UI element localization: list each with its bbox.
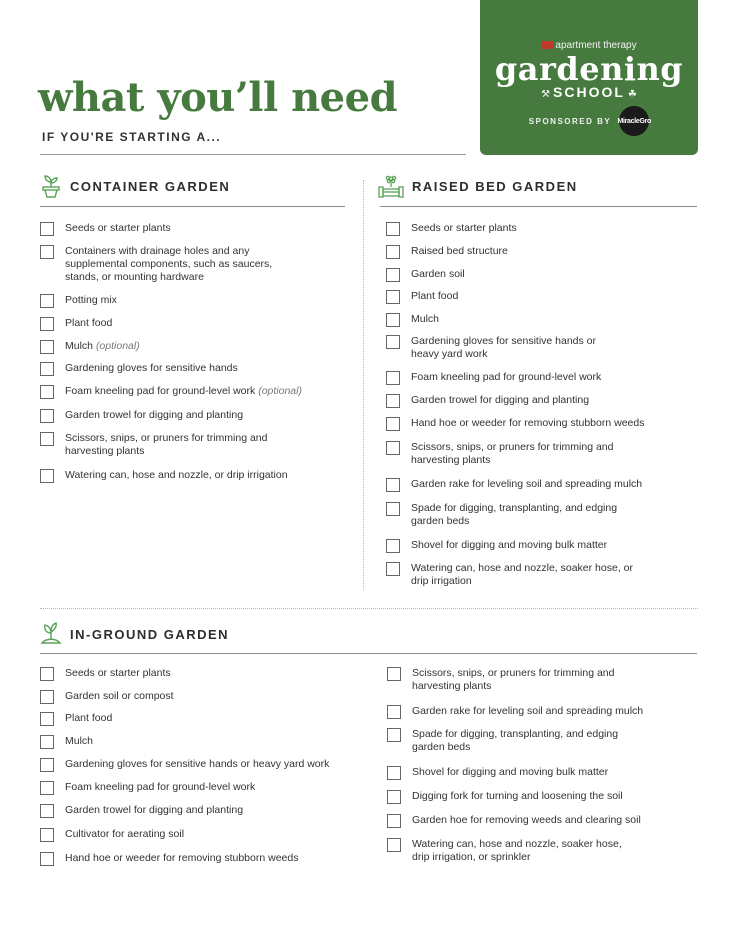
- optional-note: (optional): [95, 340, 140, 352]
- checklist-item[interactable]: [40, 804, 360, 818]
- checkbox[interactable]: [386, 313, 400, 327]
- section-header-inground: [40, 622, 229, 646]
- item-label: Garden rake for leveling soil and spreading mulch: [412, 705, 644, 717]
- item-label: Spade for digging, transplanting, and edging garden beds: [411, 502, 618, 527]
- checklist-item[interactable]: [40, 712, 360, 726]
- checklist-item[interactable]: [387, 790, 702, 804]
- checkbox[interactable]: [40, 222, 54, 236]
- checkbox[interactable]: [386, 335, 400, 349]
- garden-tools-icon: ⚒: [541, 89, 551, 100]
- column-divider: [363, 180, 364, 590]
- checklist-item[interactable]: [386, 539, 696, 553]
- item-label: Cultivator for aerating soil: [65, 828, 185, 840]
- brand-subtitle: [480, 84, 698, 100]
- item-label: Garden trowel for digging and planting: [65, 409, 244, 421]
- item-label: Gardening gloves for sensitive hands or heavy yard work: [411, 335, 597, 360]
- item-label: Mulch: [65, 735, 94, 747]
- checklist-item[interactable]: [40, 690, 360, 704]
- checkbox[interactable]: [40, 294, 54, 308]
- checkbox[interactable]: [40, 245, 54, 259]
- item-label: Garden hoe for removing weeds and clearing soil: [412, 814, 641, 826]
- brand-title: gardening: [494, 50, 684, 88]
- checkbox[interactable]: [386, 441, 400, 455]
- brand-subtitle-text: SCHOOL: [553, 84, 625, 100]
- item-label: Garden soil: [411, 268, 465, 280]
- section-header-raised: [378, 174, 578, 198]
- item-label: Plant food: [411, 290, 459, 302]
- checkbox[interactable]: [386, 268, 400, 282]
- item-label: Raised bed structure: [411, 245, 508, 257]
- checkbox[interactable]: [386, 245, 400, 259]
- checklist-item[interactable]: [386, 502, 646, 528]
- item-label: Garden rake for leveling soil and spreading mulch: [411, 478, 643, 490]
- checkbox[interactable]: [40, 852, 54, 866]
- checklist-item[interactable]: [387, 766, 702, 780]
- checklist-item[interactable]: [40, 432, 310, 458]
- checklist-item[interactable]: [40, 385, 360, 399]
- item-label: Watering can, hose and nozzle, soaker hose, drip irrigation, or sprinkler: [412, 838, 622, 863]
- checklist-item[interactable]: [386, 478, 701, 492]
- checkbox[interactable]: [387, 838, 401, 852]
- checklist-item[interactable]: [387, 838, 642, 864]
- item-label: Hand hoe or weeder for removing stubborn weeds: [65, 852, 299, 864]
- checklist-item[interactable]: [40, 340, 350, 354]
- item-label: Digging fork for turning and loosening the soil: [412, 790, 623, 802]
- item-label: Watering can, hose and nozzle, or drip irrigation: [65, 469, 288, 481]
- item-label: [65, 340, 140, 353]
- page-title: what you’ll need: [38, 74, 398, 121]
- checklist-item[interactable]: [40, 294, 350, 308]
- item-label: Seeds or starter plants: [65, 667, 171, 679]
- item-label: Gardening gloves for sensitive hands: [65, 362, 238, 374]
- checklist-item[interactable]: [386, 417, 701, 431]
- watering-can-icon: ☘: [627, 89, 637, 100]
- item-label: Shovel for digging and moving bulk matter: [412, 766, 609, 778]
- checklist-item[interactable]: [40, 828, 360, 842]
- checkbox[interactable]: [387, 667, 401, 681]
- item-label: Mulch: [411, 313, 440, 325]
- item-label: Containers with drainage holes and any supplemental components, such as saucers, stands, or mounting hardware: [65, 245, 273, 283]
- checkbox[interactable]: [386, 478, 400, 492]
- potted-plant-icon: [40, 174, 62, 198]
- checkbox[interactable]: [40, 317, 54, 331]
- section-rule-inground: [40, 653, 697, 654]
- checkbox[interactable]: [40, 735, 54, 749]
- item-label: Plant food: [65, 317, 113, 329]
- checkbox[interactable]: [40, 409, 54, 423]
- item-label: Garden trowel for digging and planting: [65, 804, 244, 816]
- checkbox[interactable]: [387, 728, 401, 742]
- item-label: Shovel for digging and moving bulk matter: [411, 539, 608, 551]
- checkbox[interactable]: [386, 502, 400, 516]
- checklist-item[interactable]: [40, 317, 350, 331]
- item-label: Watering can, hose and nozzle, soaker hose, or drip irrigation: [411, 562, 633, 587]
- item-label: Foam kneeling pad for ground-level work: [65, 781, 256, 793]
- checklist-item[interactable]: [40, 758, 370, 772]
- optional-note: (optional): [258, 385, 302, 397]
- checkbox[interactable]: [387, 790, 401, 804]
- sponsor-label: SPONSORED BY: [528, 116, 612, 126]
- item-label: Scissors, snips, or pruners for trimming and harvesting plants: [412, 667, 615, 692]
- item-label: Potting mix: [65, 294, 117, 306]
- checklist-item[interactable]: [40, 667, 360, 681]
- checkbox[interactable]: [40, 469, 54, 483]
- checklist-item[interactable]: [386, 268, 696, 282]
- item-text: Mulch: [65, 340, 94, 352]
- item-label: Garden soil or compost: [65, 690, 174, 702]
- checklist-item[interactable]: [386, 313, 696, 327]
- checkbox[interactable]: [40, 781, 54, 795]
- item-label: Hand hoe or weeder for removing stubborn weeds: [411, 417, 645, 429]
- item-label: Foam kneeling pad for ground-level work: [411, 371, 602, 383]
- checklist-item[interactable]: [387, 728, 652, 754]
- item-label: [65, 385, 302, 398]
- checklist-item[interactable]: [40, 409, 350, 423]
- sponsor-row: [480, 106, 698, 136]
- checkbox[interactable]: [40, 828, 54, 842]
- checklist-item[interactable]: [40, 852, 360, 866]
- checklist-item[interactable]: [386, 245, 696, 259]
- checklist-item[interactable]: [40, 469, 360, 483]
- checkbox[interactable]: [386, 539, 400, 553]
- checkbox[interactable]: [386, 222, 400, 236]
- checkbox[interactable]: [40, 804, 54, 818]
- checklist-item[interactable]: [386, 290, 696, 304]
- checklist-item[interactable]: [386, 394, 696, 408]
- item-label: Seeds or starter plants: [65, 222, 171, 234]
- checkbox[interactable]: [387, 705, 401, 719]
- section-rule-raised: [380, 206, 697, 207]
- checklist-item[interactable]: [40, 735, 360, 749]
- page-subtitle: IF YOU'RE STARTING A...: [42, 130, 222, 144]
- apartment-therapy-mark-icon: [541, 41, 553, 49]
- section-title-inground: IN-GROUND GARDEN: [70, 626, 230, 642]
- checklist-item[interactable]: [386, 371, 696, 385]
- checklist-item[interactable]: [40, 245, 300, 284]
- checkbox[interactable]: [40, 432, 54, 446]
- section-rule-container: [40, 206, 345, 207]
- checklist-item[interactable]: [387, 667, 657, 693]
- checkbox[interactable]: [387, 766, 401, 780]
- section-divider: [40, 608, 698, 609]
- brand-banner: [480, 0, 698, 155]
- checklist-item[interactable]: [387, 705, 702, 719]
- section-title-container: CONTAINER GARDEN: [70, 178, 231, 194]
- checkbox[interactable]: [386, 290, 400, 304]
- checkbox[interactable]: [40, 758, 54, 772]
- checkbox[interactable]: [386, 371, 400, 385]
- item-label: Scissors, snips, or pruners for trimming and harvesting plants: [65, 432, 268, 457]
- checkbox[interactable]: [387, 814, 401, 828]
- checkbox[interactable]: [40, 712, 54, 726]
- item-label: Gardening gloves for sensitive hands or heavy yard work: [65, 758, 330, 770]
- checkbox[interactable]: [40, 667, 54, 681]
- checkbox[interactable]: [386, 417, 400, 431]
- miracle-gro-logo: MiracleGro: [619, 106, 649, 136]
- checkbox[interactable]: [386, 562, 400, 576]
- checklist-item[interactable]: [386, 441, 656, 467]
- item-text: Foam kneeling pad for ground-level work: [65, 385, 256, 397]
- item-label: Scissors, snips, or pruners for trimming and harvesting plants: [411, 441, 614, 466]
- section-header-container: [40, 174, 230, 198]
- checklist-item[interactable]: [40, 781, 360, 795]
- checkbox[interactable]: [40, 362, 54, 376]
- checklist-item[interactable]: [386, 562, 646, 588]
- checkbox[interactable]: [386, 394, 400, 408]
- sprout-icon: [40, 622, 62, 646]
- raised-bed-icon: [378, 174, 404, 198]
- section-title-raised: RAISED BED GARDEN: [412, 178, 578, 194]
- checklist-item[interactable]: [386, 335, 626, 361]
- item-label: Spade for digging, transplanting, and edging garden beds: [412, 728, 619, 753]
- item-label: Garden trowel for digging and planting: [411, 394, 590, 406]
- checkbox[interactable]: [40, 385, 54, 399]
- item-label: Plant food: [65, 712, 113, 724]
- checkbox[interactable]: [40, 340, 54, 354]
- checklist-item[interactable]: [386, 222, 696, 236]
- title-divider: [40, 154, 466, 155]
- publisher-name: apartment therapy: [555, 40, 637, 51]
- checklist-item[interactable]: [40, 222, 350, 236]
- item-label: Seeds or starter plants: [411, 222, 517, 234]
- checklist-item[interactable]: [387, 814, 702, 828]
- checkbox[interactable]: [40, 690, 54, 704]
- checklist-item[interactable]: [40, 362, 350, 376]
